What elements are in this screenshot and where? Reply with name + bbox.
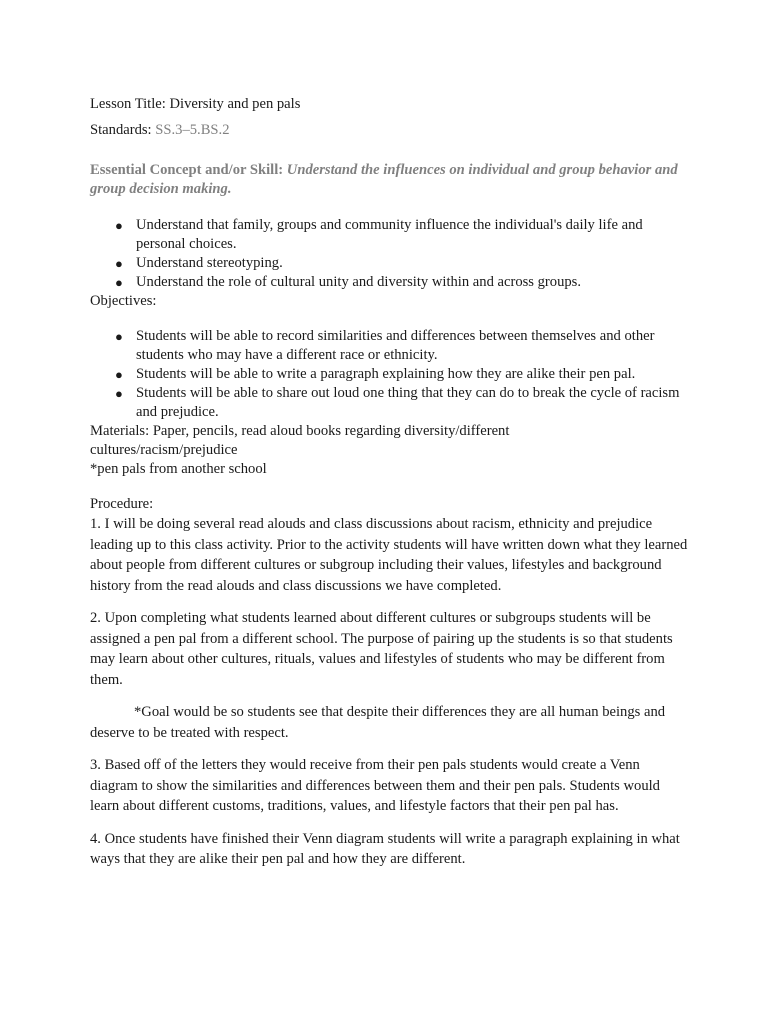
standards-label: Standards: [90, 122, 152, 138]
essential-concept [90, 161, 690, 199]
list-item: ● Students will be able to write a paragraph explaining how they are alike their pen pal. [115, 366, 636, 382]
procedure-step: 3. Based off of the letters they would receive from their pen pals students would create a Venn diagram to show the similarities and differences between them and their pen pals. Students would learn about different customs, traditions, values, and lifestyle factors that their pen pal has. [90, 757, 660, 814]
list-item: ● Understand that family, groups and community influence the individual's daily life and personal choices. [115, 217, 643, 252]
concept-label: Essential Concept and/or Skill: [90, 162, 284, 178]
procedure-step: 4. Once students have finished their Venn diagram students will write a paragraph explaining in what ways that they are alike their pen pal and how they are different. [90, 830, 680, 867]
list-item: ● Students will be able to share out loud one thing that they can do to break the cycle of racism and prejudice. [115, 385, 680, 420]
document-page [90, 95, 690, 882]
procedure-goal-note: *Goal would be so students see that despite their differences they are all human beings and deserve to be treated with respect. [90, 704, 666, 741]
standards [90, 121, 690, 140]
bullet-icon: ● [115, 329, 123, 344]
objectives-list [90, 327, 690, 422]
list-item: ● Understand the role of cultural unity and diversity within and across groups. [115, 274, 582, 290]
standards-value: SS.3–5.BS.2 [155, 122, 230, 138]
bullet-icon: ● [115, 275, 123, 290]
materials [90, 422, 690, 479]
concept-value: Understand the influences on individual and group behavior and group decision making. [90, 162, 678, 197]
procedure-heading: Procedure: [90, 496, 154, 512]
procedure-step: 1. I will be doing several read alouds and class discussions about racism, ethnicity and prejudice leading up to this class activity. Prior to the activity students will have written down what they learned about people from different cultures or subgroup including their values, lifestyles and background history from the read alouds and class discussions we have completed. [90, 516, 688, 594]
bullet-icon: ● [115, 256, 123, 271]
concept-bullet-list [90, 216, 690, 292]
lesson-title-value: Diversity and pen pals [169, 96, 301, 112]
list-item: ● Students will be able to record similarities and differences between themselves and other students who may have a different race or ethnicity. [115, 328, 655, 363]
bullet-icon: ● [115, 218, 123, 233]
lesson-title-label: Lesson Title: [90, 96, 166, 112]
materials-line: Materials: Paper, pencils, read aloud books regarding diversity/different [90, 423, 510, 439]
bullet-icon: ● [115, 367, 123, 382]
materials-line: *pen pals from another school [90, 461, 267, 477]
list-item: ● Understand stereotyping. [115, 255, 283, 271]
materials-line: cultures/racism/prejudice [90, 442, 238, 458]
objectives-heading: Objectives: [90, 293, 157, 309]
bullet-icon: ● [115, 386, 123, 401]
procedure-step: 2. Upon completing what students learned about different cultures or subgroups students will be assigned a pen pal from a different school. The purpose of pairing up the students is so that students may learn about other cultures, rituals, values and lifestyles of students who may be different from them. [90, 610, 673, 688]
lesson-title [90, 95, 690, 114]
